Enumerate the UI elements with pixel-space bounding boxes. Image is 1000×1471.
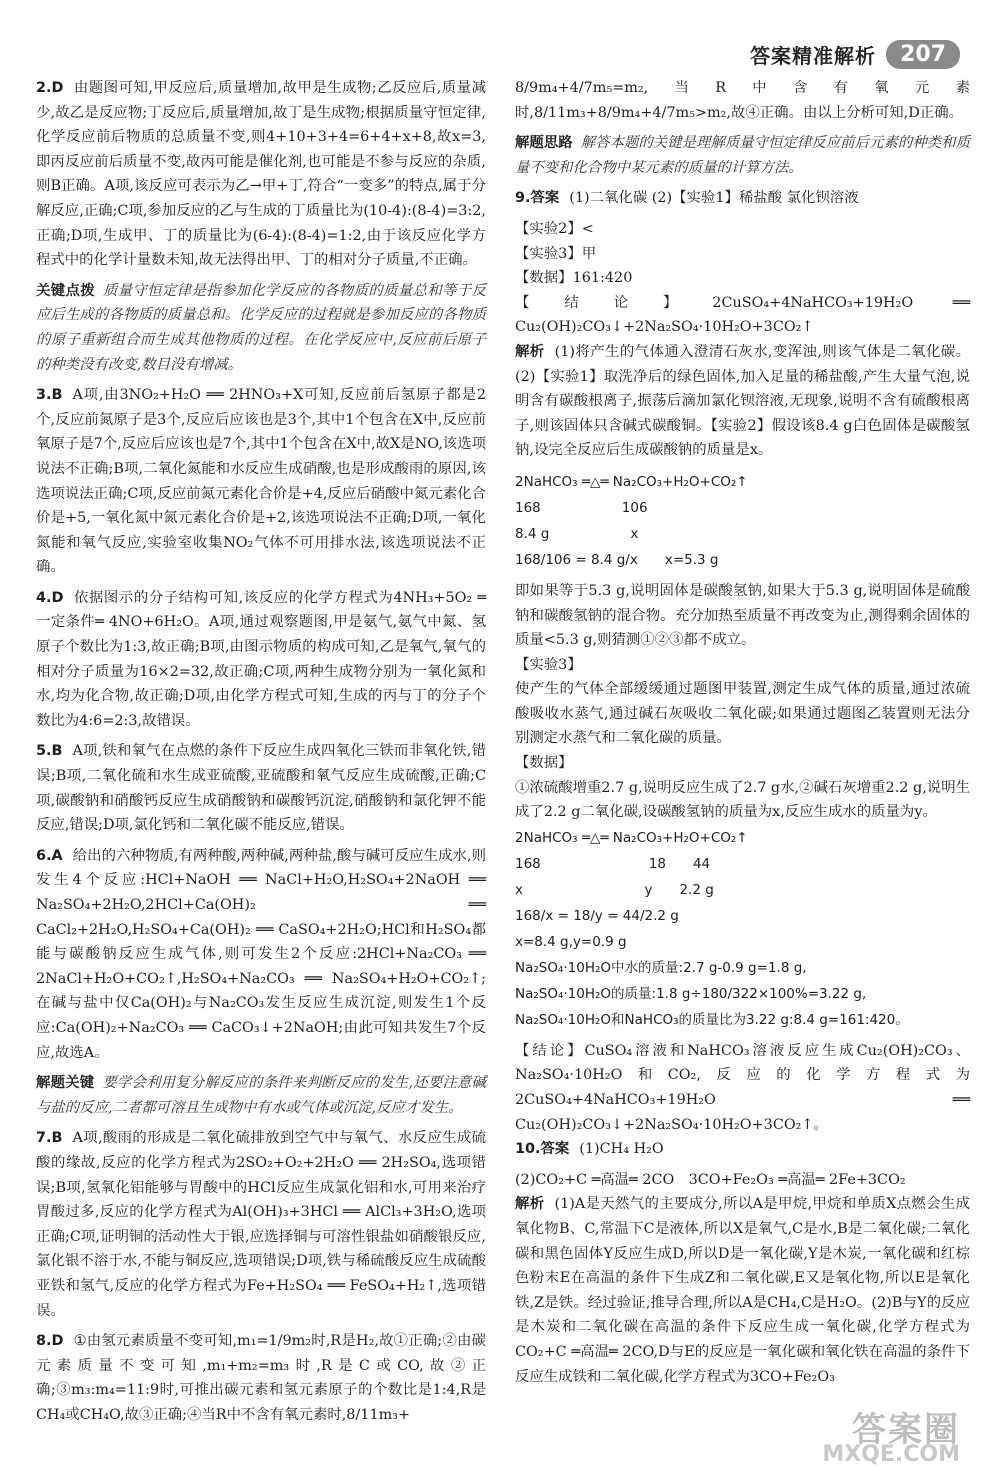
- tip-block: [36, 1071, 486, 1120]
- answer-item: [36, 383, 486, 580]
- text-line: ①浓硫酸增重2.7 g,说明反应生成了2.7 g水,②碱石灰增重2.2 g,说明生成了2.2 g二氧化碳,设碳酸氢钠的质量为x,反应生成水的质量为y。: [515, 779, 970, 821]
- answer-label: 解析: [515, 1196, 545, 1213]
- answer-item: [515, 340, 970, 463]
- answer-item: [36, 844, 486, 1065]
- answer-item: [36, 586, 486, 734]
- answer-text: ①由氢元素质量不变可知,m₁=1/9m₂时,R是H₂,故①正确;②由碳元素质量不变可知,m₁+m₂=m₃时,R是C或CO,故②正确;③m₃:m₄=11:9时,可推出碳元素和氢元素原子的个数比是1:4,R是CH₄或CH₄O,故③正确;④当R中不含有氧元素时,8/11m₃+: [36, 1333, 486, 1423]
- calculation-row: x y 2.2 g: [515, 881, 714, 898]
- answer-text: 给出的六种物质,有两种酸,两种碱,两种盐,酸与碱可反应生成水,则发生4个反应:HCl+NaOH ══ NaCl+H₂O,H₂SO₄+2NaOH ══ Na₂SO₄+2H₂O,2HCl+Ca(OH)₂ ══ CaCl₂+2H₂O,H₂SO₄+Ca(OH)₂ ══ CaSO₄+2H₂O;HCl和H₂SO₄都能与碳酸钠反应生成气体,则可发生2个反应:2HCl+Na₂CO₃ ══ 2NaCl+H₂O+CO₂↑,H₂SO₄+Na₂CO₃ ══ Na₂SO₄+H₂O+CO₂↑;在碱与盐中仅Ca(OH)₂与Na₂CO₃发生反应生成沉淀,则发生1个反应:Ca(OH)₂+Na₂CO₃ ══ CaCO₃↓+2NaOH;由此可知共发生7个反应,故选A。: [36, 847, 486, 1061]
- calculation-row: 8.4 g x: [515, 525, 639, 542]
- tip-label: 关键点拨: [36, 282, 95, 299]
- text-line: 使产生的气体全部缓缓通过题图甲装置,测定生成气体的质量,通过浓硫酸吸收水蒸气,通过碱石灰吸收二氧化碳;如果通过题图乙装置则无法分别测定水蒸气和二氧化碳的质量。: [515, 681, 970, 747]
- answer-label: 5.B: [36, 743, 63, 760]
- answer-text: (1)A是天然气的主要成分,所以A是甲烷,甲烷和单质X点燃会生成氧化物B、C,常温下C是液体,所以X是氧气,C是水,B是二氧化碳;二氧化碳和黑色固体Y反应生成D,所以D是一氧化碳,Y是木炭,一氧化碳和红棕色粉末E在高温的条件下生成Z和二氧化碳,E又是氧化物,所以E是氧化铁,Z是铁。经过验证,推导合理,所以A是CH₄,C是H₂O。(2)B与Y的反应是木炭和二氧化碳在高温的条件下反应生成一氧化碳,化学方程式为CO₂+C ═高温═ 2CO,D与E的反应是一氧化碳和氧化铁在高温的条件下反应生成铁和二氧化碳,化学方程式为3CO+Fe₂O₃: [515, 1196, 970, 1385]
- answer-text: 8/9m₄+4/7m₅=m₂,当R中含有氧元素时,8/11m₃+8/9m₄+4/7m₅>m₂,故④正确。由以上分析可知,D正确。: [515, 80, 970, 121]
- answer-item: [36, 1329, 486, 1427]
- text-line: 【实验3】: [515, 656, 582, 673]
- tip-block: [515, 131, 970, 180]
- calculation-row: 2NaHCO₃ ═△═ Na₂CO₃+H₂O+CO₂↑: [515, 829, 748, 846]
- text-line: 【数据】: [515, 755, 573, 772]
- answer-label: 9.答案: [515, 190, 560, 207]
- calculation-row: 2NaHCO₃ ═△═ Na₂CO₃+H₂O+CO₂↑: [515, 473, 748, 490]
- tip-label: 解题关键: [36, 1075, 95, 1092]
- calculation-row: 168/106 = 8.4 g/x x=5.3 g: [515, 551, 719, 568]
- header-title: 答案精准解析: [750, 44, 877, 68]
- text-line: 【结论】2CuSO₄+4NaHCO₃+19H₂O ══ Cu₂(OH)₂CO₃↓+2Na₂SO₄·10H₂O+3CO₂↑: [515, 294, 970, 336]
- calculation-row: 168 18 44: [515, 855, 711, 872]
- page-header: [750, 40, 960, 69]
- calculation-row: Na₂SO₄·10H₂O的质量:1.8 g÷180/322×100%=3.22 g,: [515, 985, 867, 1002]
- answer-label: 2.D: [36, 80, 64, 96]
- answer-item: [36, 1126, 486, 1323]
- calculation-row: 168/x = 18/y = 44/2.2 g: [515, 907, 679, 924]
- answer-item: [515, 76, 970, 125]
- text-line: 即如果等于5.3 g,说明固体是碳酸氢钠,如果大于5.3 g,说明固体是硫酸钠和碳酸氢钠的混合物。充分加热至质量不再改变为止,测得剩余固体的质量<5.3 g,则猜测①②③都不成立。: [515, 582, 970, 649]
- page-number-badge: 207: [886, 40, 960, 69]
- answer-item: [515, 1192, 970, 1389]
- answer-label: 8.D: [36, 1333, 64, 1350]
- answer-text: A项,铁和氧气在点燃的条件下反应生成四氧化三铁而非氧化铁,错误;B项,二氧化硫和水生成亚硫酸,亚硫酸和氧气反应生成硫酸,正确;C项,碳酸钠和硝酸钙反应生成硝酸钠和碳酸钙沉淀,硝酸钠和氯化钾不能反应,错误;D项,氯化钙和二氧化碳不能反应,错误。: [36, 743, 486, 834]
- tip-block: [36, 279, 486, 377]
- answer-text: (1)将产生的气体通入澄清石灰水,变浑浊,则该气体是二氧化碳。(2)【实验1】取洗净后的绿色固体,加入足量的稀盐酸,产生大量气泡,说明含有碳酸根离子,振荡后滴加氯化钡溶液,无现象,说明不含有硫酸根离子,则该固体只含碱式碳酸铜。【实验2】假设该8.4 g白色固体是碳酸氢钠,设完全反应后生成碳酸钠的质量是x。: [515, 343, 970, 459]
- answer-item: [36, 76, 486, 273]
- calculation-row: 168 106: [515, 499, 648, 516]
- answer-text: (1)二氧化碳 (2)【实验1】稀盐酸 氯化钡溶液: [569, 190, 859, 207]
- calculation-block: [515, 469, 970, 573]
- calculation-row: x=8.4 g,y=0.9 g: [515, 933, 627, 950]
- calculation-row: Na₂SO₄·10H₂O和NaHCO₃的质量比为3.22 g:8.4 g=161:420。: [515, 1011, 909, 1028]
- answer-label: 解析: [515, 343, 545, 360]
- text-line: 【实验3】甲: [515, 245, 597, 262]
- answer-label: 7.B: [36, 1130, 63, 1147]
- tip-text: 质量守恒定律是指参加化学反应的各物质的质量总和等于反应后生成的各物质的质量总和。化学反应的过程就是参加反应的各物质的原子重新组合而生成其他物质的过程。在化学反应中,反应前后原子的种类没有改变,数目没有增减。: [36, 282, 486, 373]
- answer-item: [36, 739, 486, 837]
- calculation-row: Na₂SO₄·10H₂O中水的质量:2.7 g-0.9 g=1.8 g,: [515, 959, 807, 976]
- watermark-url: MXQE.COM: [822, 1442, 960, 1467]
- left-column: [36, 76, 486, 1433]
- right-column: [515, 76, 970, 1395]
- watermark-logo: 答案圈: [852, 1410, 960, 1450]
- answer-text: (1)CH₄ H₂O: [579, 1141, 664, 1158]
- answer-text: 由题图可知,甲反应后,质量增加,故甲是生成物;乙反应后,质量减少,故乙是反应物;丁反应后,质量增加,故丁是生成物;根据质量守恒定律,化学反应前后物质的总质量不变,则4+10+3+4=6+4+x+8,故x=3,即丙反应前后质量不变,故丙可能是催化剂,也可能是不参与反应的杂质,则B正确。A项,该反应可表示为乙→甲+丁,符合“一变多”的特点,属于分解反应,正确;C项,参加反应的乙与生成的丁质量比为(10-4):(8-4)=3:2,正确;D项,生成甲、丁的质量比为(6-4):(8-4)=1:2,由于该反应化学方程式中的化学计量数未知,故无法得出甲、丁的相对分子质量,不正确。: [36, 80, 486, 269]
- answer-item: [515, 186, 970, 211]
- tip-label: 解题思路: [515, 135, 573, 152]
- calculation-block: [515, 825, 970, 1033]
- answer-text: 依据图示的分子结构可知,该反应的化学方程式为4NH₃+5O₂ ═一定条件═ 4NO+6H₂O。A项,通过观察题图,甲是氨气,氨气中氮、氢原子个数比为1:3,故正确;B项,由图示物质的构成可知,乙是氧气,氧气的相对分子质量为16×2=32,故正确;C项,两种生成物分别为一氧化氮和水,均为化合物,故正确;D项,由化学方程式可知,生成的丙与丁的分子个数比为4:6=2:3,故错误。: [36, 589, 486, 729]
- text-line: 【实验2】<: [515, 220, 594, 237]
- tip-text: 要学会利用复分解反应的条件来判断反应的发生,还要注意碱与盐的反应,二者都可溶且生成物中有水或气体或沉淀,反应才发生。: [36, 1075, 486, 1116]
- text-line: 【数据】161:420: [515, 270, 633, 287]
- answer-label: 10.答案: [515, 1141, 570, 1158]
- tip-text: 解答本题的关键是理解质量守恒定律反应前后元素的种类和质量不变和化合物中某元素的质量的计算方法。: [515, 135, 970, 176]
- answer-text: A项,由3NO₂+H₂O ══ 2HNO₃+X可知,反应前后氢原子都是2个,反应前氮原子是3个,反应后应该也是3个,其中1个包含在X中,反应前氧原子是7个,反应后应该也是7个,其中1个包含在X中,故X是NO,该选项说法不正确;B项,二氧化氮能和水反应生成硝酸,也是形成酸雨的原因,该选项说法正确;C项,反应前氮元素化合价是+4,反应后硝酸中氮元素化合价是+5,一氧化氮中氮元素化合价是+2,该选项说法不正确;D项,一氧化氮能和氧气反应,实验室收集NO₂气体不可用排水法,该选项说法不正确。: [36, 387, 486, 576]
- answer-label: 3.B: [36, 387, 63, 404]
- text-line: 【结论】CuSO₄溶液和NaHCO₃溶液反应生成Cu₂(OH)₂CO₃、Na₂SO₄·10H₂O和CO₂,反应的化学方程式为2CuSO₄+4NaHCO₃+19H₂O ══ Cu₂(OH)₂CO₃↓+2Na₂SO₄·10H₂O+3CO₂↑。: [515, 1042, 970, 1133]
- answer-text: A项,酸雨的形成是二氧化硫排放到空气中与氧气、水反应生成硫酸的缘故,反应的化学方程式为2SO₂+O₂+2H₂O ══ 2H₂SO₄,选项错误;B项,氢氧化铝能够与胃酸中的HCl反应生成氯化铝和水,可用来治疗胃酸过多,反应的化学方程式为Al(OH)₃+3HCl ══ AlCl₃+3H₂O,选项正确;C项,证明铜的活动性大于银,应选择铜与可溶性银盐如硝酸银反应,氯化银不溶于水,不能与铜反应,选项错误;D项,铁与稀硫酸反应生成硫酸亚铁和氢气,反应的化学方程式为Fe+H₂SO₄ ══ FeSO₄+H₂↑,选项错误。: [36, 1130, 486, 1319]
- answer-label: 4.D: [36, 589, 64, 606]
- answer-label: 6.A: [36, 847, 63, 864]
- text-line: (2)CO₂+C ═高温═ 2CO 3CO+Fe₂O₃ ═高温═ 2Fe+3CO₂: [515, 1171, 906, 1188]
- answer-item: [515, 1137, 970, 1162]
